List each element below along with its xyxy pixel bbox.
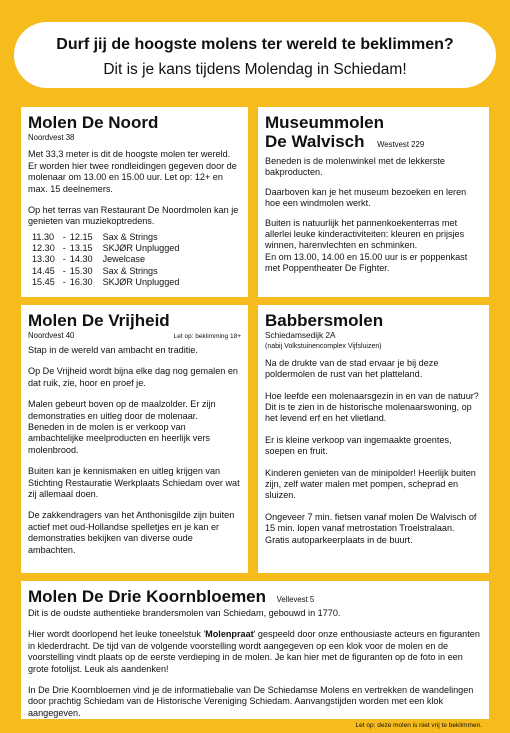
card-paragraph: Op De Vrijheid wordt bijna elke dag nog gemalen en dat ruik, zie, hoor en proef je. xyxy=(28,366,238,388)
card-title: Babbersmolen xyxy=(265,311,384,330)
play-title: Molenpraat xyxy=(205,629,254,640)
address-note: (nabij Volkstuinencomplex Vijfsluizen) xyxy=(265,343,382,351)
header-subtitle: Dit is je kans tijdens Molendag in Schiedam! xyxy=(103,61,407,78)
schedule-row: 11.30 - 12.15 Sax & Strings xyxy=(32,231,158,242)
card-address: Noordvest 38 xyxy=(28,133,75,142)
climb-note: Let op: deze molen is niet vrij te beklimmen. xyxy=(355,722,482,730)
music-schedule xyxy=(32,232,183,288)
card-title: De Walvisch xyxy=(265,132,365,151)
card-vrijheid xyxy=(21,305,248,573)
card-noord xyxy=(21,107,248,297)
card-paragraph: Er is kleine verkoop van ingemaakte groentes, soepen en fruit. xyxy=(265,434,452,457)
card-paragraph: Malen gebeurt boven op de maalzolder. Er zijn demonstraties en uitleg door de molenaar. xyxy=(28,399,216,421)
card-koornbloemen xyxy=(21,581,489,730)
schedule-row: 14.45 - 15.30 Sax & Strings xyxy=(32,265,158,276)
card-paragraph: Met 33,3 meter is dit de hoogste molen ter wereld. Er worden hier twee rondleidingen gegeven door de molenaar om 13.00 en 15.00 uur. Let op: 12+ en max. 15 deelnemers. xyxy=(28,149,237,194)
schedule-row: 15.45 - 16.30 SKJØR Unplugged xyxy=(32,277,180,288)
card-title: Molen De Vrijheid xyxy=(28,311,170,330)
card-address: Vellevest 5 xyxy=(276,595,315,604)
climb-note: Let op: beklimming 18+ xyxy=(173,333,241,340)
card-paragraph: Hoe leefde een molenaarsgezin in en van de natuur? Dit is te zien in de historische molenaarswoning, op het levend erf en het vlietland. xyxy=(265,390,479,424)
card-paragraph: Beneden in de molen is er verkoop van ambachtelijke meelproducten en heerlijk vers molenbrood. xyxy=(28,422,210,455)
header-title: Durf jij de hoogste molens ter wereld te beklimmen? xyxy=(56,36,454,53)
card-paragraph: De zakkendragers van het Anthonisgilde zijn buiten actief met oud-Hollandse spelletjes en je kan er demonstraties bekijken van diverse oude ambachten. xyxy=(28,510,235,555)
card-paragraph: Stap in de wereld van ambacht en traditie. xyxy=(28,345,198,355)
schedule-row: 13.30 - 14.30 Jewelcase xyxy=(32,254,146,265)
card-paragraph: Kinderen genieten van de minipolder! Heerlijk buiten zijn, zelf water malen met pompen, scheprad en sluizen. xyxy=(265,467,476,501)
card-paragraph: Buiten kan je kennismaken en uitleg krijgen van Stichting Restauratie Werkplaats Schiedam over wat zij allemaal doen. xyxy=(28,466,240,500)
card-paragraph: Buiten is natuurlijk het pannenkoekenterras met allerlei leuke kinderactiviteiten: kleuren en prijsjes winnen, harenvlechten en schminken. xyxy=(265,217,465,251)
card-title: Molen De Noord xyxy=(28,113,159,132)
card-paragraph: Ongeveer 7 min. fietsen vanaf molen De Walvisch of 15 min. lopen vanaf metrostation Troelstralaan. xyxy=(265,511,477,534)
card-paragraph: Dit is de oudste authentieke brandersmolen van Schiedam, gebouwd in 1770. xyxy=(28,608,341,618)
card-address: Schiedamsedijk 2A xyxy=(265,330,336,340)
schedule-row: 12.30 - 13.15 SKJØR Unplugged xyxy=(32,243,180,254)
card-paragraph: Op het terras van Restaurant De Noordmolen kan je genieten van muziekoptredens. xyxy=(28,205,239,227)
card-paragraph: Hier wordt doorlopend het leuke toneelstuk 'Molenpraat' gespeeld door onze enthousiaste acteurs en figuranten in klederdracht. De tijd van de volgende voorstelling wordt aangegeven op een klok voor de molen en de voorstelling vindt plaats op de eerste verdieping in de molen. Je kan hier met de figuranten op de foto in een grote fotolijst. Leuk als aandenken! xyxy=(28,629,480,674)
card-title: Museummolen xyxy=(265,113,385,132)
card-address: Noordvest 40 xyxy=(28,331,75,340)
card-address: Westvest 229 xyxy=(377,140,425,149)
card-babbersmolen xyxy=(258,305,489,573)
card-walvisch xyxy=(258,107,489,297)
card-paragraph: Na de drukte van de stad ervaar je bij deze poldermolen de rust van het platteland. xyxy=(265,357,439,380)
card-paragraph: In De Drie Koornbloemen vind je de informatiebalie van De Schiedamse Molens en vertrekken de wandelingen door prachtig Schiedam van de Historische Vereniging Schiedam. Aanvangstijden worden met een klok aangegeven. xyxy=(28,685,474,718)
header-banner xyxy=(14,22,496,88)
card-paragraph: En om 13.00, 14.00 en 15.00 uur is er poppenkast met Poppentheater De Fighter. xyxy=(265,251,468,274)
card-paragraph: Daarboven kan je het museum bezoeken en leren hoe een windmolen werkt. xyxy=(265,186,467,209)
card-title: Molen De Drie Koornbloemen xyxy=(28,587,267,606)
card-paragraph: Beneden is de molenwinkel met de lekkerste bakproducten. xyxy=(265,156,445,178)
card-paragraph: Gratis autoparkeerplaats in de buurt. xyxy=(265,534,413,545)
